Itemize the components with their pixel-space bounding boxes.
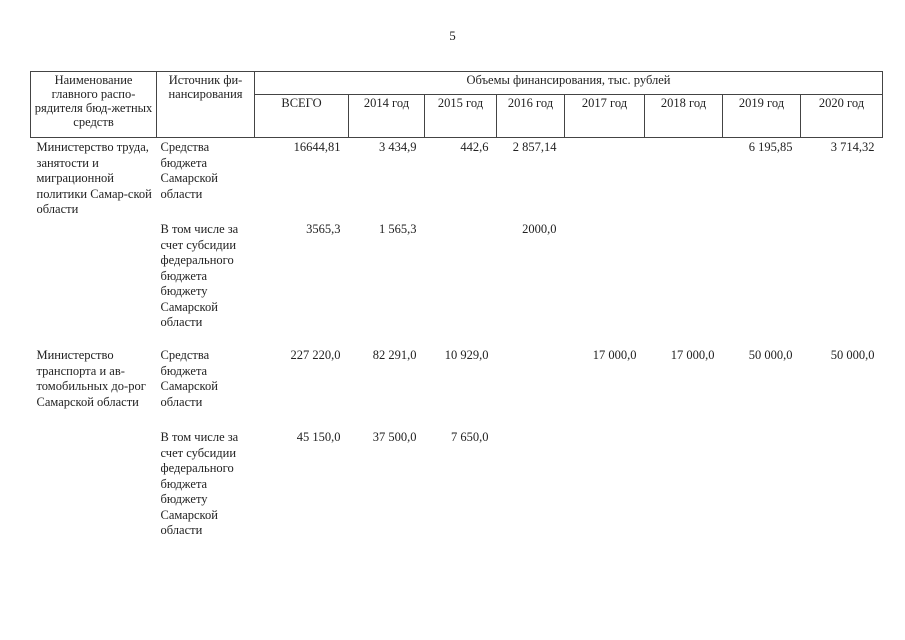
value-cell: 82 291,0	[372, 348, 417, 362]
org-name-cell: Министерство труда, занятости и миграционной политики Самар-ской области	[36, 140, 152, 216]
value-cell: 50 000,0	[748, 348, 793, 362]
value-cell	[565, 222, 645, 348]
header-2019: 2019 год	[723, 95, 801, 138]
value-cell: 37 500,0	[372, 430, 417, 444]
header-2020: 2020 год	[801, 95, 883, 138]
value-cell: 3 434,9	[379, 140, 417, 154]
value-cell	[723, 222, 801, 348]
value-cell: 3565,3	[306, 222, 341, 236]
value-cell: 17 000,0	[670, 348, 715, 362]
table-row	[31, 348, 883, 430]
value-cell: 50 000,0	[830, 348, 875, 362]
value-cell	[645, 138, 723, 223]
value-cell: 3 714,32	[830, 140, 875, 154]
value-cell: 227 220,0	[290, 348, 341, 362]
table-row	[31, 138, 883, 223]
value-cell: 442,6	[460, 140, 489, 154]
source-cell: В том числе за счет субсидии федерального бюджета бюджету Самарской области	[160, 430, 239, 537]
value-cell	[497, 348, 565, 430]
value-cell	[565, 138, 645, 223]
value-cell: 17 000,0	[592, 348, 637, 362]
value-cell: 7 650,0	[451, 430, 489, 444]
header-2016: 2016 год	[497, 95, 565, 138]
value-cell	[645, 430, 723, 546]
value-cell	[723, 430, 801, 546]
value-cell	[425, 222, 497, 348]
table-row	[31, 222, 883, 348]
value-cell	[801, 222, 883, 348]
header-2018: 2018 год	[645, 95, 723, 138]
value-cell: 2000,0	[522, 222, 557, 236]
page-number: 5	[449, 28, 456, 43]
value-cell: 1 565,3	[379, 222, 417, 236]
header-2015: 2015 год	[425, 95, 497, 138]
value-cell	[801, 430, 883, 546]
value-cell: 16644,81	[293, 140, 341, 154]
source-cell: Средства бюджета Самарской области	[160, 348, 218, 409]
org-name-cell: Министерство транспорта и ав-томобильных до-рог Самарской области	[36, 348, 146, 409]
header-2017: 2017 год	[565, 95, 645, 138]
value-cell: 10 929,0	[444, 348, 489, 362]
value-cell: 2 857,14	[512, 140, 557, 154]
source-cell: Средства бюджета Самарской области	[160, 140, 218, 201]
header-financing-volumes: Объемы финансирования, тыс. рублей	[255, 72, 883, 95]
table-row	[31, 430, 883, 546]
value-cell: 45 150,0	[296, 430, 341, 444]
header-total: ВСЕГО	[255, 95, 349, 138]
value-cell	[565, 430, 645, 546]
value-cell	[497, 430, 565, 546]
source-cell: В том числе за счет субсидии федерального бюджета бюджету Самарской области	[160, 222, 239, 329]
financing-table	[30, 71, 883, 546]
header-org: Наименование главного распо-рядителя бюд-жетных средств	[31, 72, 157, 138]
value-cell	[645, 222, 723, 348]
header-source: Источник фи-нансирования	[157, 72, 255, 138]
header-2014: 2014 год	[349, 95, 425, 138]
value-cell: 6 195,85	[748, 140, 793, 154]
